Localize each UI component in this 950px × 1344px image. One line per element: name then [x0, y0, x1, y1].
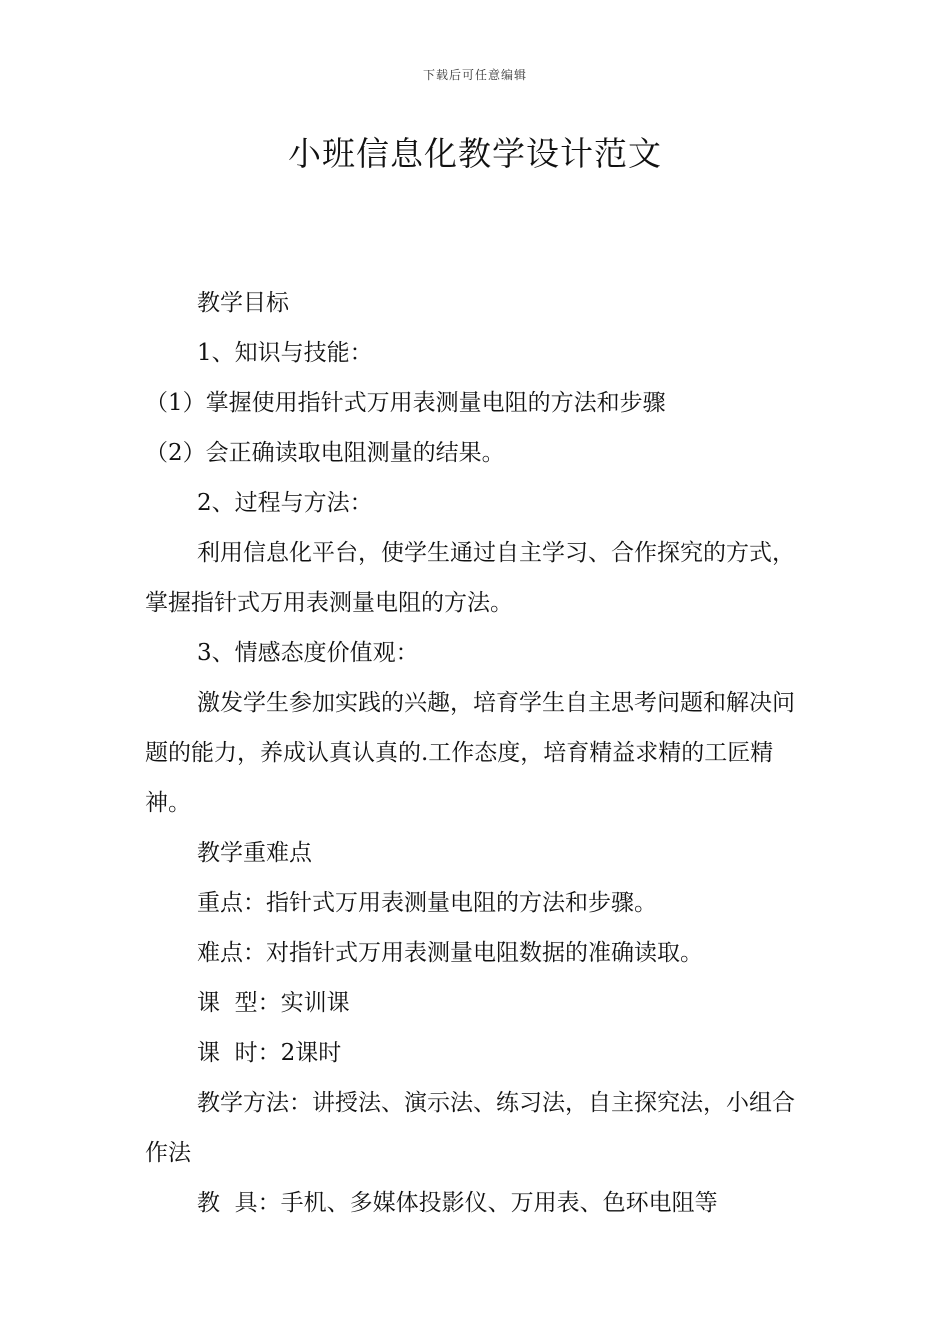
document-title: 小班信息化教学设计范文: [288, 134, 662, 173]
list-item-objective-2: （2）会正确读取电阻测量的结果。: [145, 440, 505, 466]
paragraph-process-method: 利用信息化平台，使学生通过自主学习、合作探究的方式，掌握指针式万用表测量电阻的方法。: [145, 540, 795, 616]
section-heading-objectives: 教学目标: [197, 290, 289, 316]
subheading-attitude-values: 3、情感态度价值观：: [197, 640, 419, 666]
paragraph-lesson-hours: 课 时：2课时: [197, 1040, 342, 1066]
list-item-objective-1: （1）掌握使用指针式万用表测量电阻的方法和步骤: [145, 390, 666, 416]
paragraph-lesson-type: 课 型：实训课: [197, 990, 350, 1016]
subheading-knowledge-skills: 1、知识与技能：: [197, 340, 373, 366]
header-note: 下载后可任意编辑: [422, 68, 527, 82]
section-heading-key-points: 教学重难点: [197, 840, 312, 866]
subheading-process-method: 2、过程与方法：: [197, 490, 373, 516]
paragraph-teaching-aids: 教 具：手机、多媒体投影仪、万用表、色环电阻等: [197, 1190, 718, 1216]
document-body: [145, 278, 807, 1228]
paragraph-attitude-values: 激发学生参加实践的兴趣，培育学生自主思考问题和解决问题的能力，养成认真认真的.工作态度，培育精益求精的工匠精神。: [145, 690, 795, 816]
paragraph-key-point: 重点：指针式万用表测量电阻的方法和步骤。: [197, 890, 657, 916]
paragraph-difficult-point: 难点：对指针式万用表测量电阻数据的准确读取。: [197, 940, 703, 966]
paragraph-teaching-methods: 教学方法：讲授法、演示法、练习法，自主探究法，小组合作法: [145, 1090, 795, 1166]
